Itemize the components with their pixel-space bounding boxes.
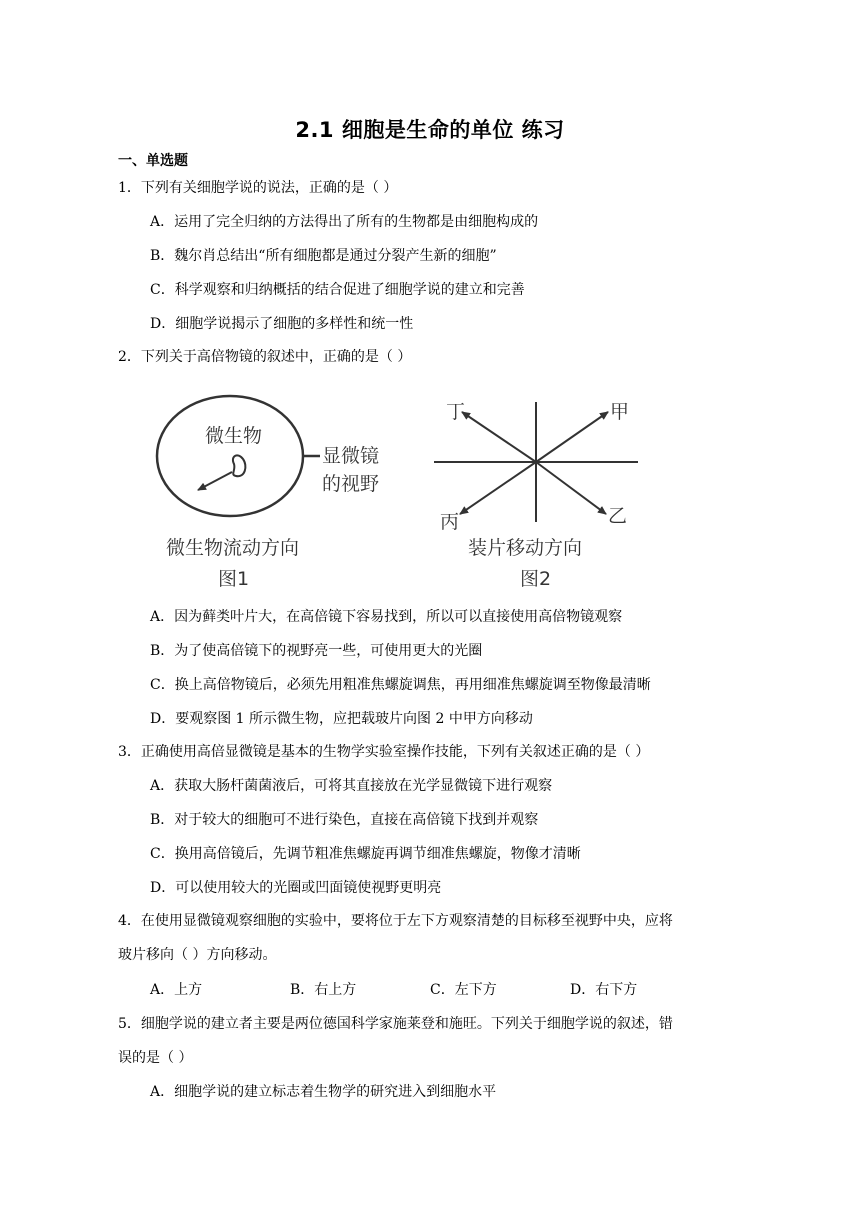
question-4-option-a: A．上方: [150, 982, 203, 998]
fig1-label-line2: 的视野: [322, 473, 380, 495]
question-2-option-a: A．因为藓类叶片大，在高倍镜下容易找到，所以可以直接使用高倍物镜观察: [150, 609, 623, 625]
question-1-option-b: B．魏尔肖总结出“所有细胞都是通过分裂产生新的细胞”: [150, 248, 497, 264]
microscope-figure-svg: [150, 392, 650, 592]
question-4-options: [150, 980, 710, 1000]
question-1-option-c: C．科学观察和归纳概括的结合促进了细胞学说的建立和完善: [150, 282, 525, 298]
question-3-option-c: C．换用高倍镜后，先调节粗准焦螺旋再调节细准焦螺旋，物像才清晰: [150, 846, 581, 862]
fig2-arrow-ding: [462, 412, 536, 462]
question-1-option-a: A．运用了完全归纳的方法得出了所有的生物都是由细胞构成的: [150, 214, 539, 230]
question-1-stem: 1．下列有关细胞学说的说法，正确的是（ ）: [118, 180, 398, 196]
question-3-option-a: A．获取大肠杆菌菌液后，可将其直接放在光学显微镜下进行观察: [150, 778, 553, 794]
fig1-caption: 微生物流动方向: [166, 537, 300, 559]
question-2-option-d: D．要观察图 1 所示微生物，应把载玻片向图 2 中甲方向移动: [150, 711, 533, 727]
question-2-figure: [150, 392, 650, 592]
microbe-flow-arrow: [198, 472, 232, 490]
fig1-name: 图1: [218, 568, 250, 590]
fig2-caption: 装片移动方向: [468, 537, 583, 559]
question-5-stem-line1: 5．细胞学说的建立者主要是两位德国科学家施莱登和施旺。下列关于细胞学说的叙述，错: [118, 1016, 673, 1032]
question-4-stem-line2: 玻片移向（ ）方向移动。: [118, 947, 277, 963]
question-5-option-a: A．细胞学说的建立标志着生物学的研究进入到细胞水平: [150, 1084, 497, 1100]
question-3-option-b: B．对于较大的细胞可不进行染色，直接在高倍镜下找到并观察: [150, 812, 539, 828]
microscope-field-ellipse: [157, 396, 303, 516]
fig2-label-bing: 丙: [440, 511, 460, 533]
question-5-stem-line2: 误的是（ ）: [118, 1050, 193, 1066]
question-2-stem: 2．下列关于高倍物镜的叙述中，正确的是（ ）: [118, 349, 412, 365]
microbe-shape: [233, 455, 245, 476]
question-3-stem: 3．正确使用高倍显微镜是基本的生物学实验室操作技能，下列有关叙述正确的是（ ）: [118, 744, 650, 760]
question-4-option-d: D．右下方: [570, 982, 638, 998]
fig2-label-jia: 甲: [610, 401, 630, 423]
question-4-stem-line1: 4．在使用显微镜观察细胞的实验中，要将位于左下方观察清楚的目标移至视野中央，应将: [118, 913, 673, 929]
question-2-option-b: B．为了使高倍镜下的视野亮一些，可使用更大的光圈: [150, 643, 483, 659]
question-4-option-c: C．左下方: [430, 982, 497, 998]
fig2-label-yi: 乙: [608, 505, 628, 527]
page-title: 2.1 细胞是生命的单位 练习: [295, 118, 565, 142]
fig1-label-line1: 显微镜: [322, 445, 380, 467]
question-3-option-d: D．可以使用较大的光圈或凹面镜使视野更明亮: [150, 880, 442, 896]
fig2-arrow-jia: [536, 412, 608, 462]
question-4-option-b: B．右上方: [290, 982, 357, 998]
fig1-microbe-text: 微生物: [205, 425, 263, 447]
fig2-arrow-bing: [460, 462, 536, 514]
question-2-option-c: C．换上高倍物镜后，必须先用粗准焦螺旋调焦，再用细准焦螺旋调至物像最清晰: [150, 677, 651, 693]
question-1-option-d: D．细胞学说揭示了细胞的多样性和统一性: [150, 316, 414, 332]
section-heading: 一、单选题: [118, 153, 188, 169]
fig2-label-ding: 丁: [446, 401, 466, 423]
fig2-name: 图2: [520, 568, 552, 590]
fig2-arrow-yi: [536, 462, 606, 514]
